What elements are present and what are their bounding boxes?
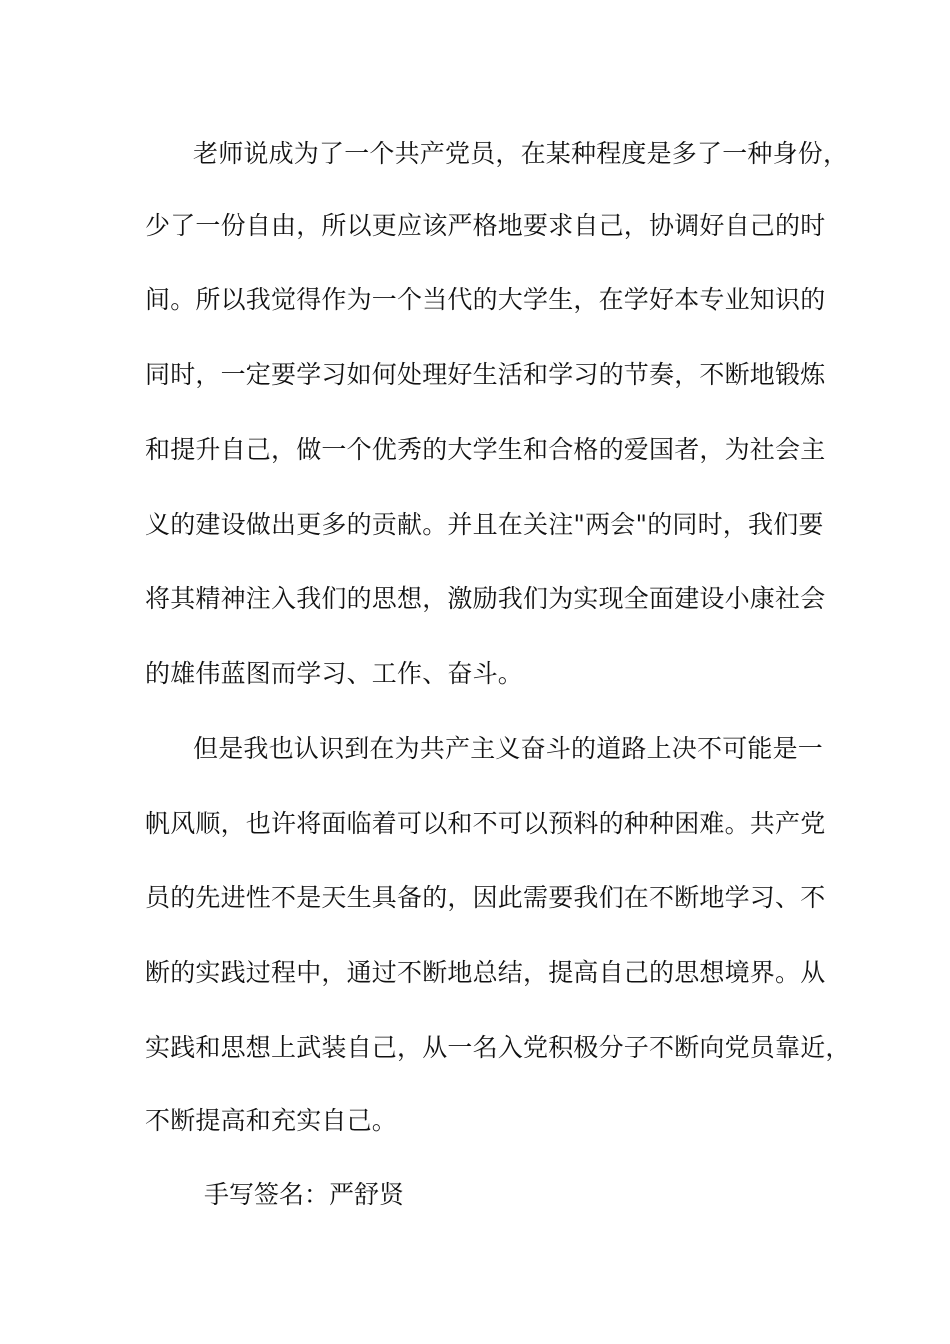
paragraph-line: 断的实践过程中，通过不断地总结，提高自己的思想境界。从	[145, 958, 826, 987]
paragraph-line: 义的建设做出更多的贡献。并且在关注"两会"的同时，我们要	[145, 510, 824, 539]
paragraph-line: 老师说成为了一个共产党员，在某种程度是多了一种身份，	[193, 139, 849, 168]
signature-line: 手写签名：严舒贤	[204, 1180, 405, 1209]
paragraph-line: 少了一份自由，所以更应该严格地要求自己，协调好自己的时	[145, 211, 826, 240]
paragraph-line: 将其精神注入我们的思想，激励我们为实现全面建设小康社会	[145, 584, 826, 613]
paragraph-line: 帆风顺，也许将面临着可以和不可以预料的种种困难。共产党	[145, 809, 826, 838]
paragraph-line: 不断提高和充实自己。	[145, 1106, 398, 1135]
paragraph-line: 但是我也认识到在为共产主义奋斗的道路上决不可能是一	[193, 734, 824, 763]
paragraph-line: 和提升自己，做一个优秀的大学生和合格的爱国者，为社会主	[145, 435, 826, 464]
paragraph-line: 员的先进性不是天生具备的，因此需要我们在不断地学习、不	[145, 883, 826, 912]
paragraph-line: 实践和思想上武装自己，从一名入党积极分子不断向党员靠近，	[145, 1033, 851, 1062]
paragraph-line: 间。所以我觉得作为一个当代的大学生，在学好本专业知识的	[145, 285, 826, 314]
paragraph-line: 同时，一定要学习如何处理好生活和学习的节奏，不断地锻炼	[145, 360, 826, 389]
paragraph-line: 的雄伟蓝图而学习、工作、奋斗。	[145, 659, 524, 688]
